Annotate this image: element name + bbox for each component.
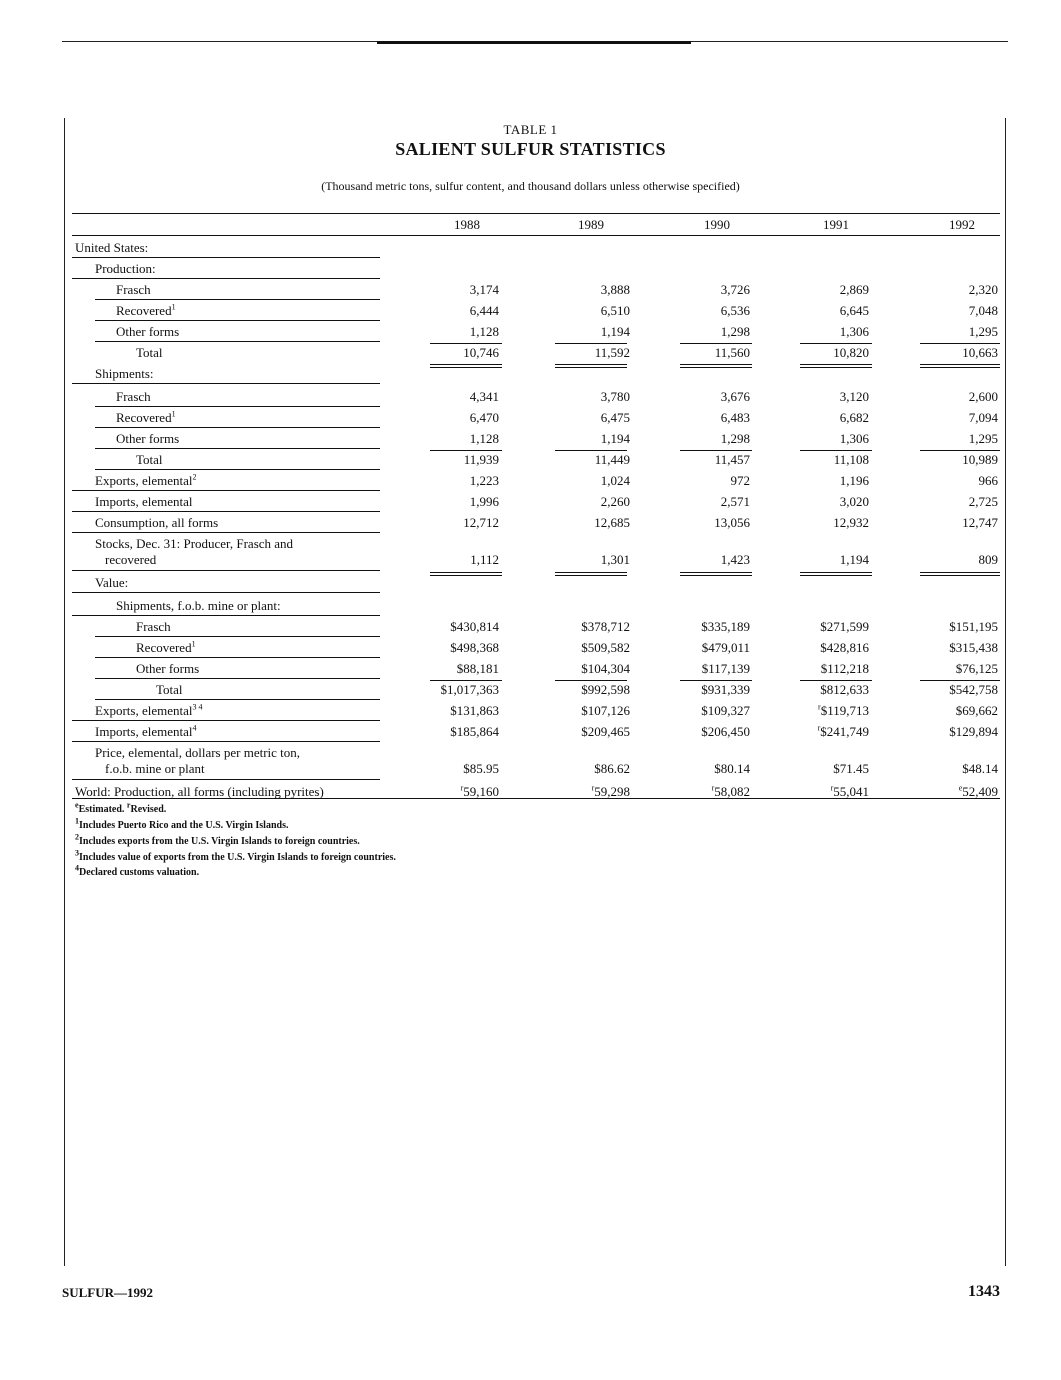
value-cell: $86.62 [594,761,630,776]
value-cell: $71.45 [833,761,869,776]
total-overline [680,343,752,344]
value-cell: 1,223 [469,473,499,488]
value-cell: 6,483 [720,410,750,425]
total-overline [920,680,1000,681]
year-header: 1988 [454,217,480,232]
value-cell: 1,996 [469,494,499,509]
value-cell: 972 [730,473,750,488]
table-row [0,572,1061,593]
value-cell: 1,194 [839,552,869,567]
value-cell: 4,341 [469,389,499,404]
total-overline [800,450,872,451]
value-cell: 2,260 [600,494,630,509]
row-label: Consumption, all forms [95,515,219,530]
value-cell: $^r$\$241,749 [817,723,869,739]
top-rule-thick [377,41,691,44]
header-top-rule [72,213,1000,214]
row-label: Stocks, Dec. 31: Producer, Frasch and [95,536,294,551]
table-row [0,742,1061,780]
row-label: Imports, elemental [95,494,193,509]
row-label: Shipments, f.o.b. mine or plant: [116,598,281,613]
value-cell: 6,444 [469,303,499,318]
row-label: Imports, elemental$^4$ [95,723,197,739]
year-header: 1989 [578,217,604,232]
row-label: Total [136,345,163,360]
value-cell: $812,633 [820,682,869,697]
table-subtitle: (Thousand metric tons, sulfur content, and thousand dollars unless otherwise specified) [321,179,740,193]
row-label: Exports, elemental$^2$ [95,472,197,488]
table-row [0,721,1061,742]
value-cell: $88,181 [456,661,499,676]
row-label: World: Production, all forms (including pyrites) [75,784,324,799]
value-cell: 10,746 [463,345,499,360]
year-header: 1991 [823,217,849,232]
total-overline [920,450,1000,451]
value-cell: $109,327 [701,703,750,718]
footnote: $^3$Includes value of exports from the U.S. Virgin Islands to foreign countries. [75,848,396,863]
value-cell: 2,725 [968,494,998,509]
table-row [0,781,1061,802]
total-overline [800,680,872,681]
table-row [0,258,1061,279]
value-cell: 10,820 [833,345,869,360]
row-label: Production: [95,261,156,276]
value-cell: 966 [978,473,998,488]
row-label: Total [156,682,183,697]
footnote: $^1$Includes Puerto Rico and the U.S. Virgin Islands. [75,816,289,831]
value-cell: 13,056 [714,515,750,530]
value-cell: 7,094 [968,410,998,425]
table-row [0,363,1061,384]
value-cell: 1,194 [600,324,630,339]
table-row [0,342,1061,363]
value-cell: 1,112 [470,552,499,567]
value-cell: $498,368 [450,640,499,655]
value-cell: $117,139 [701,661,750,676]
table-row [0,637,1061,658]
value-cell: 10,663 [962,345,998,360]
value-cell: $80.14 [714,761,750,776]
value-cell: $^r$59,298 [591,783,630,799]
table-row [0,595,1061,616]
row-label: Other forms [136,661,200,676]
value-cell: 3,780 [600,389,630,404]
value-cell: $151,195 [949,619,998,634]
table-row [0,491,1061,512]
row-label: Total [136,452,163,467]
value-cell: 11,457 [714,452,750,467]
value-cell: $479,011 [701,640,750,655]
value-cell: $76,125 [955,661,998,676]
value-cell: $^e$52,409 [958,783,998,799]
value-cell: 11,108 [833,452,869,467]
value-cell: $85.95 [463,761,499,776]
value-cell: 6,510 [600,303,630,318]
row-label-continuation: recovered [105,552,157,567]
value-cell: 1,423 [720,552,750,567]
value-cell: $992,598 [581,682,630,697]
value-cell: 12,932 [833,515,869,530]
value-cell: 1,298 [720,431,750,446]
total-overline [920,343,1000,344]
table-row [0,533,1061,571]
total-overline [680,680,752,681]
table-row [0,449,1061,470]
value-cell: 6,470 [469,410,499,425]
table-row [0,512,1061,533]
value-cell: $^r$55,041 [830,783,869,799]
label-rule [72,570,380,571]
value-cell: $1,017,363 [440,682,499,697]
value-cell: $^r$\$119,713 [818,702,869,718]
value-cell: $378,712 [581,619,630,634]
row-label: Recovered$^1$ [116,302,176,318]
value-cell: 7,048 [968,303,998,318]
value-cell: $209,465 [581,724,630,739]
value-cell: 1,024 [600,473,630,488]
row-label: Price, elemental, dollars per metric ton, [95,745,301,760]
total-overline [555,343,627,344]
row-label-continuation: f.o.b. mine or plant [105,761,205,776]
table-row [0,407,1061,428]
value-cell: $271,599 [820,619,869,634]
value-cell: 11,592 [594,345,630,360]
table-row [0,700,1061,721]
value-cell: 10,989 [962,452,998,467]
value-cell: $315,438 [949,640,998,655]
row-label: Frasch [116,282,151,297]
value-cell: 12,685 [594,515,630,530]
row-label: Recovered$^1$ [116,409,176,425]
value-cell: $48.14 [962,761,998,776]
total-overline [800,343,872,344]
table-row [0,470,1061,491]
row-label: Recovered$^1$ [136,639,196,655]
value-cell: $335,189 [701,619,750,634]
value-cell: $428,816 [820,640,869,655]
table-row [0,616,1061,637]
value-cell: $104,304 [581,661,630,676]
value-cell: 6,536 [720,303,750,318]
total-overline [430,343,502,344]
value-cell: 6,682 [839,410,869,425]
value-cell: 3,676 [720,389,750,404]
value-cell: 11,449 [594,452,630,467]
value-cell: 6,645 [839,303,869,318]
value-cell: 1,298 [720,324,750,339]
row-label: Other forms [116,324,180,339]
table-row [0,237,1061,258]
value-cell: $185,864 [450,724,499,739]
table-row [0,279,1061,300]
table-row [0,679,1061,700]
value-cell: 2,320 [968,282,998,297]
row-label: Shipments: [95,366,154,381]
value-cell: 1,301 [600,552,630,567]
footnote: $^2$Includes exports from the U.S. Virgin Islands to foreign countries. [75,832,360,847]
table-title: SALIENT SULFUR STATISTICS [395,139,666,159]
footnote: $^e$Estimated. $^r$Revised. [75,800,167,815]
footnote: $^4$Declared customs valuation. [75,863,200,878]
value-cell: 3,020 [839,494,869,509]
table-row [0,321,1061,342]
total-overline [555,450,627,451]
value-cell: 1,306 [839,324,869,339]
value-cell: 2,869 [839,282,869,297]
value-cell: 1,194 [600,431,630,446]
header-bottom-rule [72,235,1000,236]
row-label: Value: [95,575,129,590]
year-header: 1990 [704,217,730,232]
value-cell: 1,295 [968,431,998,446]
value-cell: 6,475 [600,410,630,425]
table-row [0,386,1061,407]
value-cell: $129,894 [949,724,998,739]
total-overline [555,680,627,681]
table-row [0,658,1061,679]
value-cell: 3,120 [839,389,869,404]
value-cell: 1,128 [469,324,499,339]
value-cell: 12,747 [962,515,998,530]
value-cell: $206,450 [701,724,750,739]
value-cell: 11,939 [463,452,499,467]
value-cell: 11,560 [714,345,750,360]
footer-section-label: SULFUR—1992 [62,1285,154,1300]
label-rule [72,383,380,384]
row-label: Frasch [116,389,151,404]
row-label: Exports, elemental$^{3 4}$ [95,702,203,718]
value-cell: $69,662 [955,703,998,718]
value-cell: 1,306 [839,431,869,446]
value-cell: $131,863 [450,703,499,718]
value-cell: $430,814 [450,619,499,634]
row-label: United States: [75,240,149,255]
value-cell: $542,758 [949,682,998,697]
total-overline [430,450,502,451]
total-overline [680,450,752,451]
value-cell: 12,712 [463,515,499,530]
value-cell: 809 [978,552,998,567]
value-cell: 3,174 [469,282,499,297]
value-cell: 1,128 [469,431,499,446]
value-cell: $107,126 [581,703,630,718]
value-cell: $509,582 [581,640,630,655]
value-cell: 3,888 [600,282,630,297]
year-header: 1992 [949,217,975,232]
value-cell: 3,726 [720,282,750,297]
table-row [0,428,1061,449]
value-cell: 1,196 [839,473,869,488]
total-overline [430,680,502,681]
row-label: Frasch [136,619,171,634]
value-cell: 1,295 [968,324,998,339]
row-label: Other forms [116,431,180,446]
value-cell: 2,571 [720,494,750,509]
value-cell: $^r$58,082 [711,783,750,799]
value-cell: $112,218 [820,661,869,676]
label-rule [72,779,380,780]
table-label: TABLE 1 [503,122,558,137]
label-rule [72,592,380,593]
value-cell: $^r$59,160 [460,783,499,799]
value-cell: 2,600 [968,389,998,404]
page-number: 1343 [968,1283,1000,1300]
value-cell: $931,339 [701,682,750,697]
table-row [0,300,1061,321]
